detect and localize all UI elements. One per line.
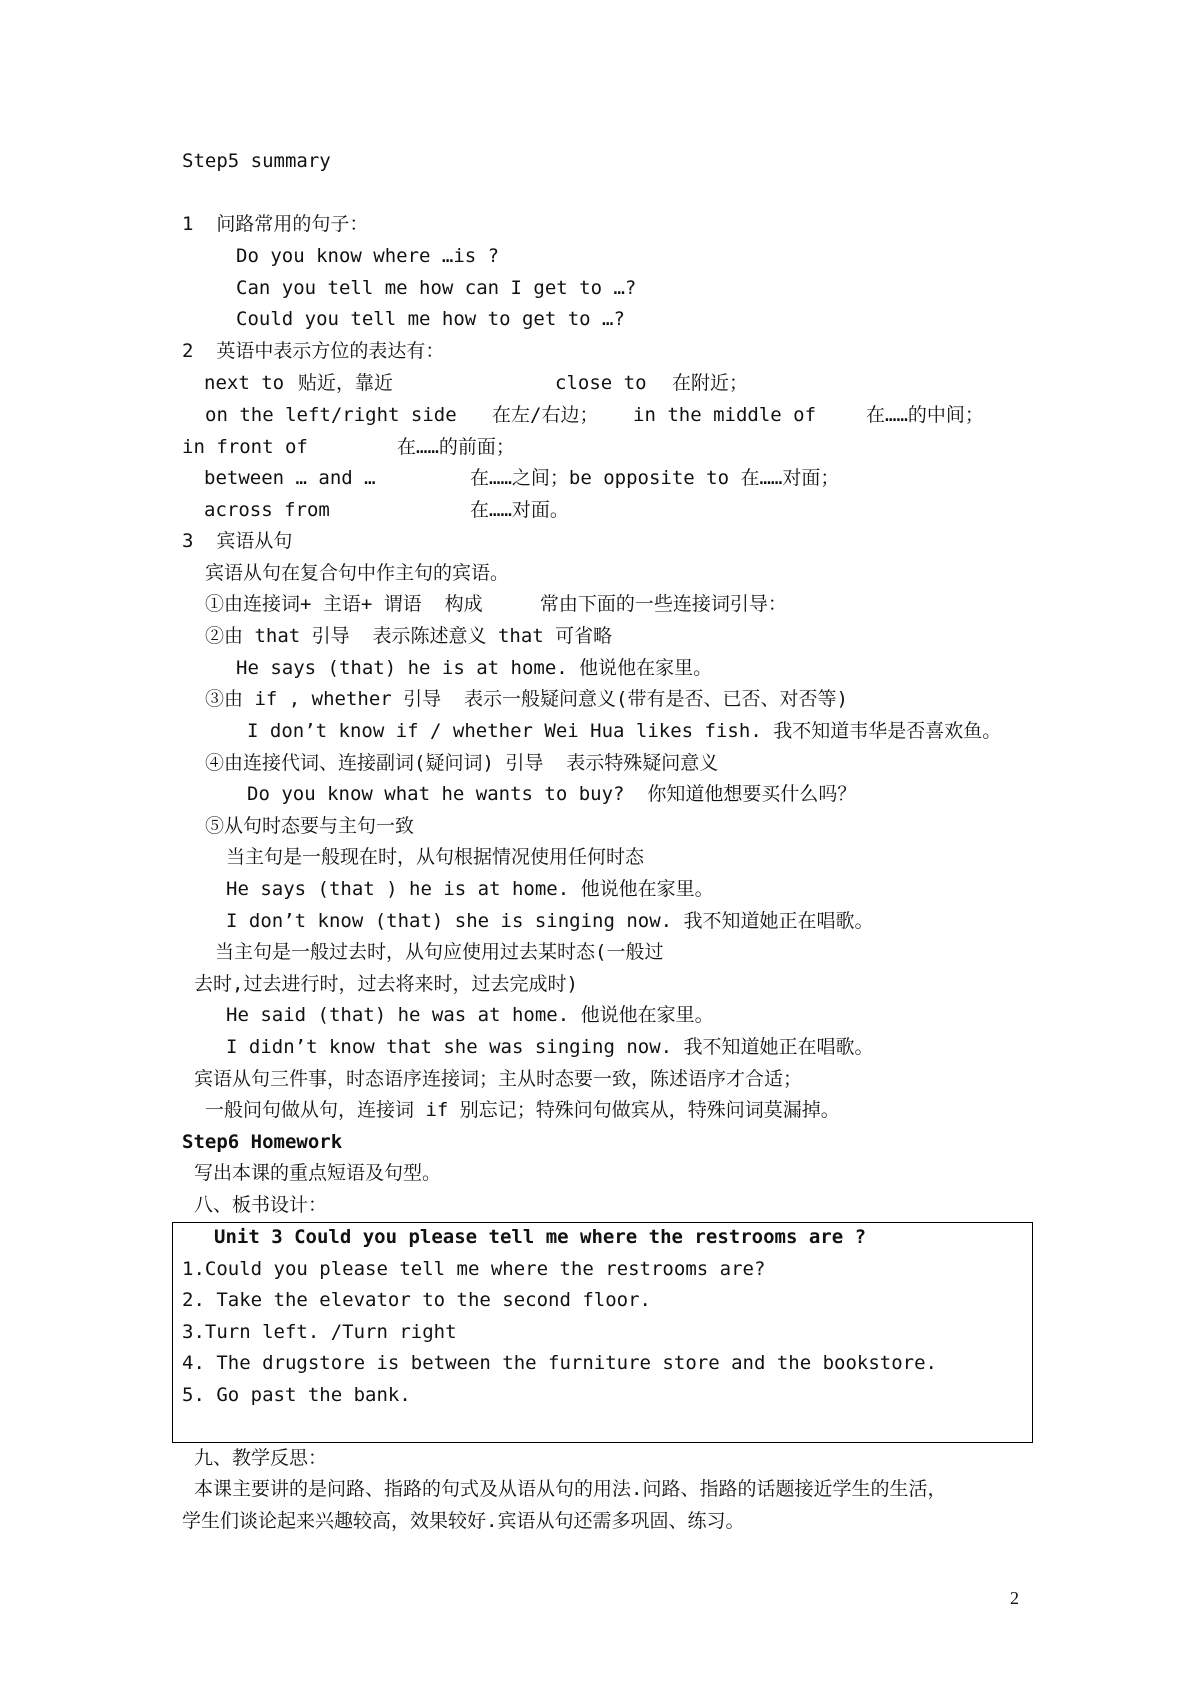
- object-clause-line: ①由连接词+ 主语+ 谓语 构成 常由下面的一些连接词引导：: [205, 593, 787, 615]
- phrase-close-to-cn: 在附近；: [672, 372, 749, 394]
- board-title: Unit 3 Could you please tell me where the restrooms are ?: [214, 1226, 867, 1248]
- object-clause-line: He says (that ) he is at home. 他说他在家里。: [226, 878, 714, 900]
- reflection-line: 本课主要讲的是问路、指路的句式及从语从句的用法.问路、指路的话题接近学生的生活，: [194, 1478, 947, 1500]
- question-sentence-2: Can you tell me how can I get to …?: [236, 277, 637, 299]
- phrase-on-side: on the left/right side: [205, 404, 457, 426]
- board-item: 3.Turn left. /Turn right: [182, 1321, 457, 1343]
- object-clause-line: 当主句是一般过去时，从句应使用过去某时态(一般过: [215, 941, 664, 963]
- phrase-front-cn: 在……的前面；: [397, 436, 515, 458]
- object-clause-line: I don’t know if / whether Wei Hua likes fish. 我不知道韦华是否喜欢鱼。: [247, 720, 1002, 742]
- object-clause-line: He says (that) he is at home. 他说他在家里。: [236, 657, 713, 679]
- object-clause-line: I don’t know (that) she is singing now. 我不知道她正在唱歌。: [226, 910, 874, 932]
- object-clause-line: ④由连接代词、连接副词(疑问词) 引导 表示特殊疑问意义: [205, 752, 719, 774]
- object-clause-line: 当主句是一般现在时，从句根据情况使用任何时态: [226, 846, 645, 868]
- reflection-heading: 九、教学反思：: [194, 1447, 328, 1469]
- phrase-between: between … and …: [204, 467, 376, 489]
- phrase-across: across from: [204, 499, 330, 521]
- phrase-close-to: close to: [555, 372, 647, 394]
- object-clause-line: ②由 that 引导 表示陈述意义 that 可省略: [205, 625, 613, 647]
- step6-heading: Step6 Homework: [182, 1131, 343, 1153]
- phrase-middle: in the middle of: [633, 404, 817, 426]
- question-sentence-1: Do you know where …is ?: [236, 245, 500, 267]
- reflection-line: 学生们谈论起来兴趣较高，效果较好.宾语从句还需多巩固、练习。: [182, 1510, 745, 1532]
- object-clause-line: 一般问句做从句，连接词 if 别忘记；特殊问句做宾从，特殊问词莫漏掉。: [205, 1099, 840, 1121]
- phrase-between-cn: 在……之间；be opposite to 在……对面；: [470, 467, 840, 489]
- object-clause-line: ③由 if , whether 引导 表示一般疑问意义(带有是否、已否、对否等): [205, 688, 848, 710]
- board-item: 1.Could you please tell me where the restrooms are?: [182, 1258, 766, 1280]
- phrase-front: in front of: [182, 436, 308, 458]
- object-clause-line: He said (that) he was at home. 他说他在家里。: [226, 1004, 714, 1026]
- section3-title: 3 宾语从句: [182, 530, 293, 552]
- phrase-across-cn: 在……对面。: [470, 499, 569, 521]
- question-sentence-3: Could you tell me how to get to …?: [236, 308, 625, 330]
- phrase-on-side-cn: 在左/右边；: [492, 404, 599, 426]
- board-item: 2. Take the elevator to the second floor.: [182, 1289, 651, 1311]
- board-item: 5. Go past the bank.: [182, 1384, 411, 1406]
- object-clause-line: ⑤从句时态要与主句一致: [205, 815, 415, 837]
- object-clause-line: Do you know what he wants to buy? 你知道他想要买什么吗？: [247, 783, 857, 805]
- phrase-middle-cn: 在……的中间；: [866, 404, 984, 426]
- homework-text: 写出本课的重点短语及句型。: [194, 1162, 442, 1184]
- step5-heading: Step5 summary: [182, 150, 331, 172]
- phrase-next-to: next to: [204, 372, 285, 394]
- board-design-heading: 八、板书设计：: [194, 1194, 328, 1216]
- board-item: 4. The drugstore is between the furniture store and the bookstore.: [182, 1352, 937, 1374]
- object-clause-line: 宾语从句在复合句中作主句的宾语。: [205, 562, 510, 584]
- object-clause-line: I didn’t know that she was singing now. 我不知道她正在唱歌。: [226, 1036, 874, 1058]
- section2-title: 2 英语中表示方位的表达有：: [182, 340, 445, 362]
- phrase-next-to-cn: 贴近，靠近: [298, 372, 394, 394]
- object-clause-line: 去时,过去进行时，过去将来时，过去完成时): [194, 973, 578, 995]
- section1-title: 1 问路常用的句子：: [182, 213, 369, 235]
- object-clause-line: 宾语从句三件事，时态语序连接词；主从时态要一致，陈述语序才合适；: [194, 1068, 803, 1090]
- page-number: 2: [1010, 1588, 1019, 1608]
